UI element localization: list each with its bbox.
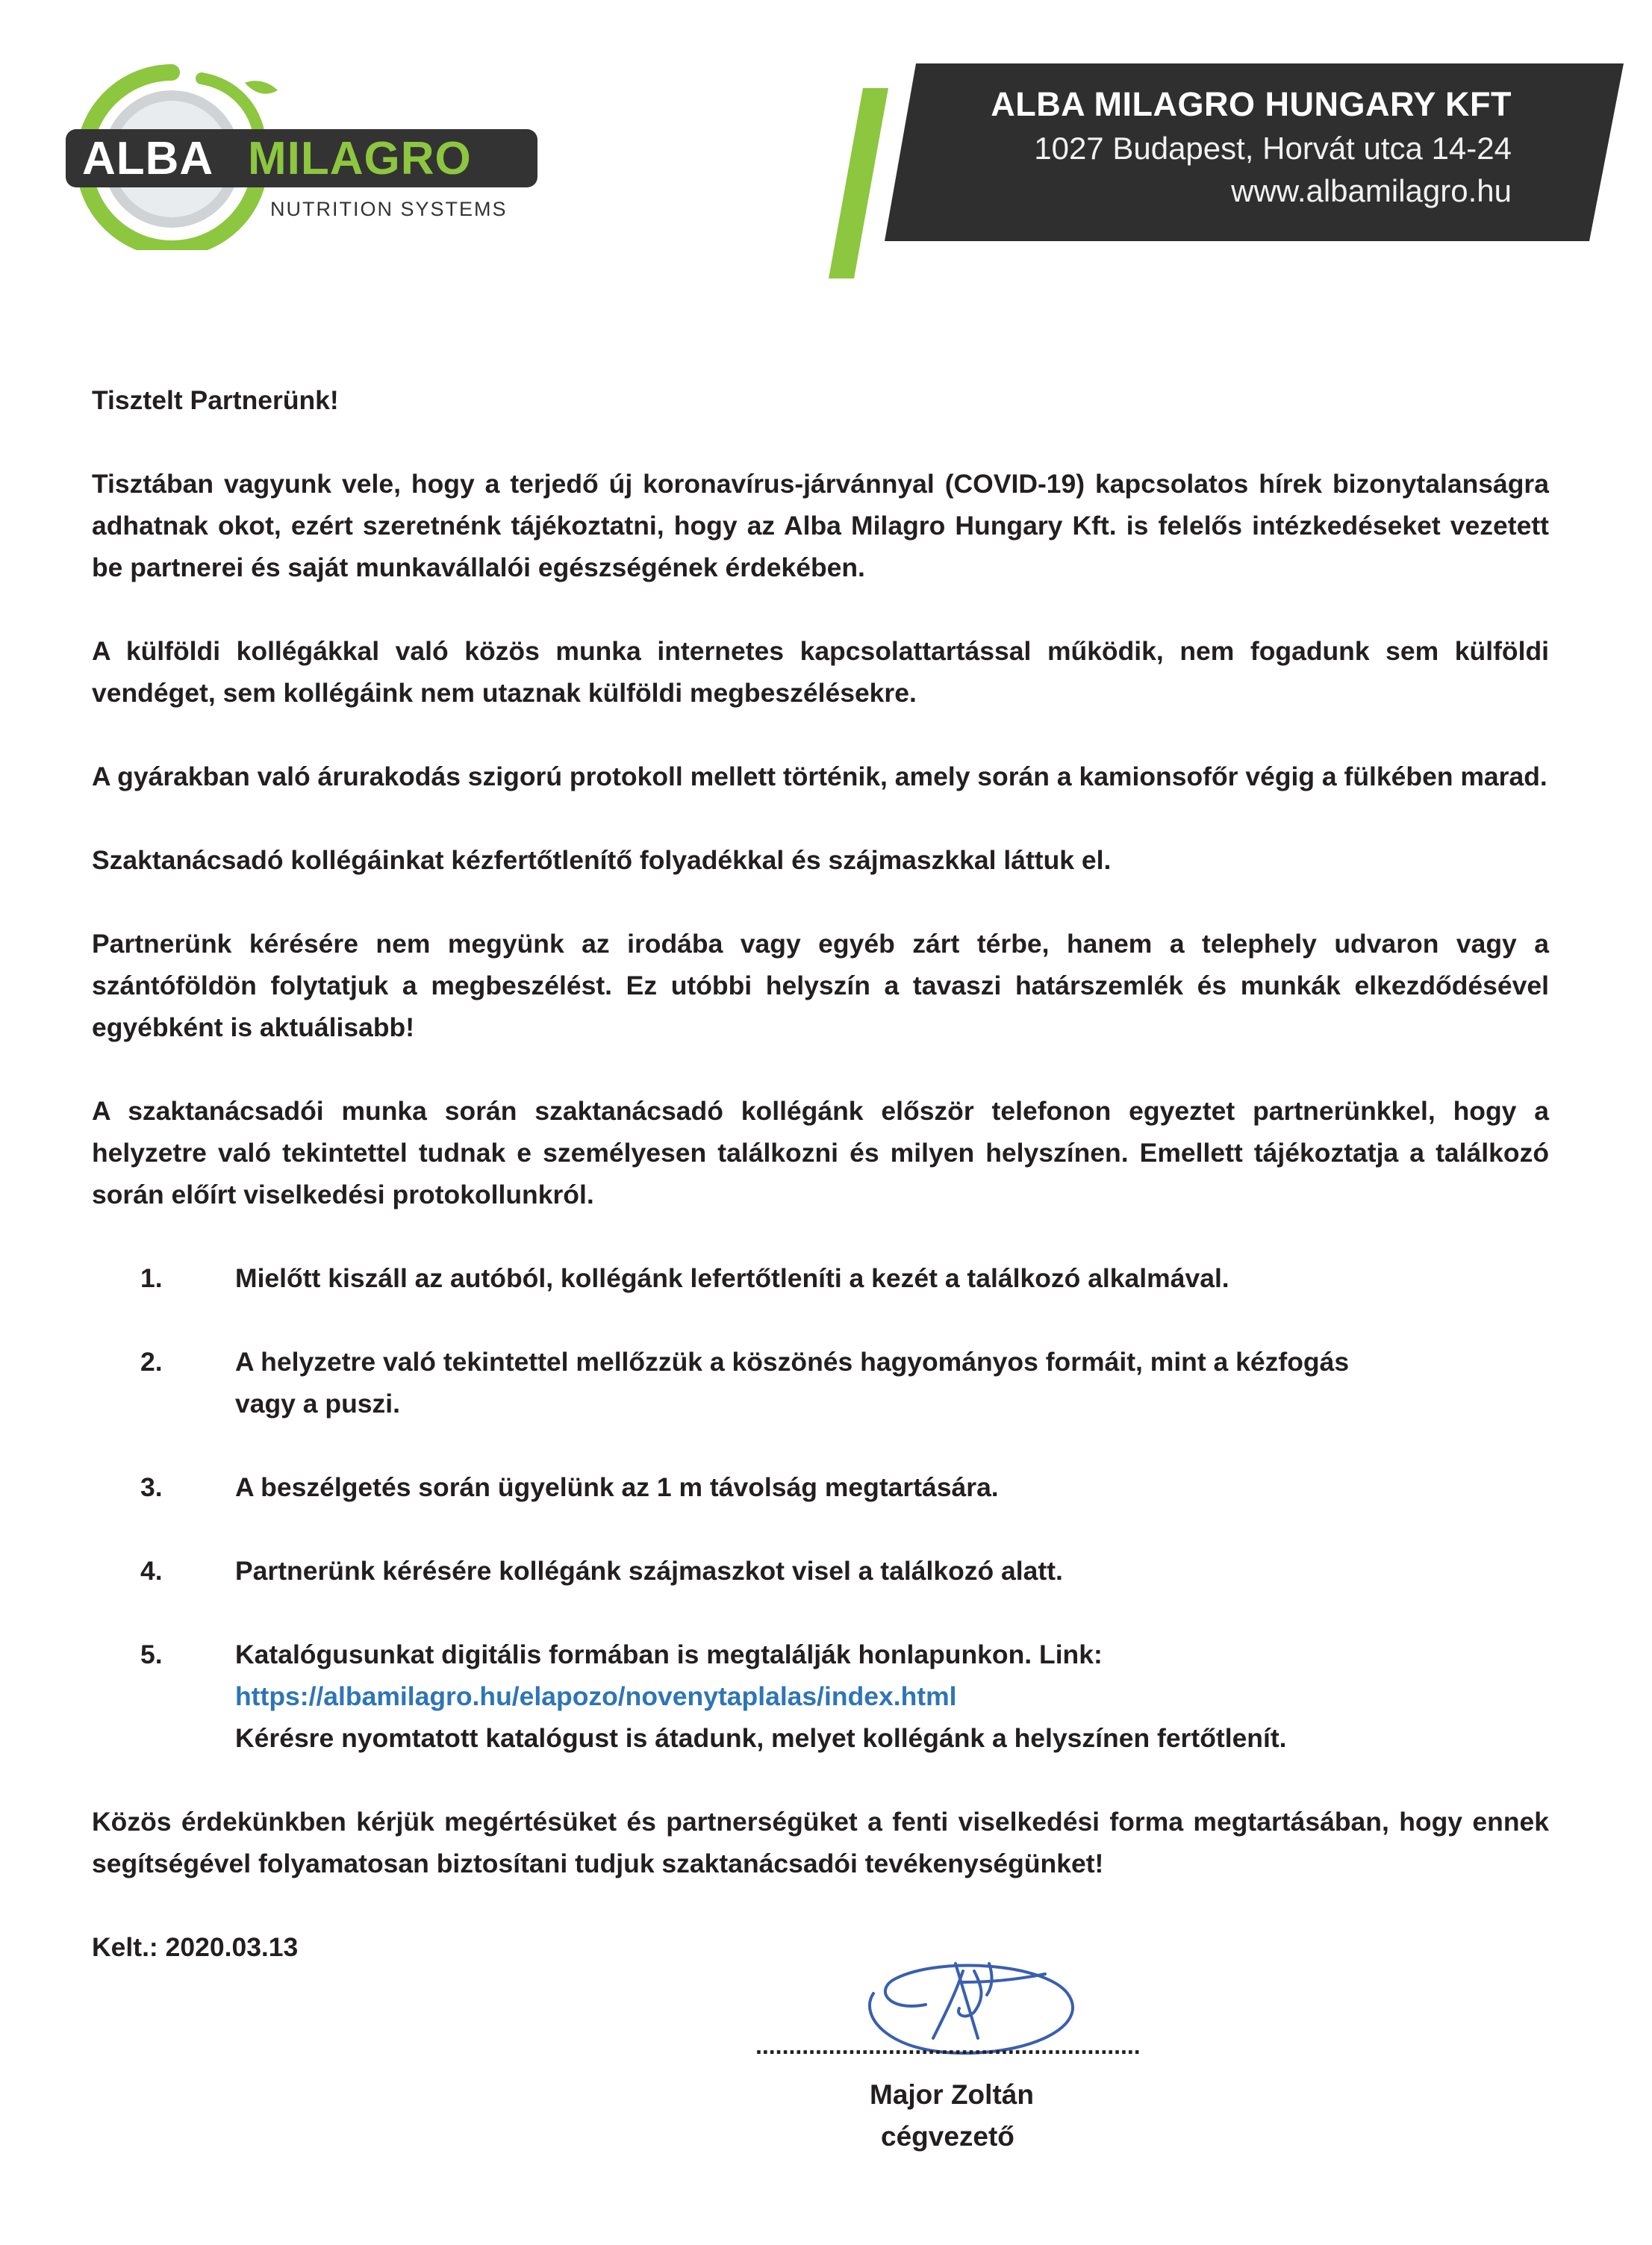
- header-accent-slash: [829, 88, 888, 278]
- closing-paragraph: Közös érdekünkben kérjük megértésüket és partnerségüket a fenti viselkedési forma megtartásában, hogy ennek segítségével folyamatosan biztosítani tudjuk szaktanácsadói tevékenységünket!: [92, 1807, 1549, 1878]
- list-item-text: A beszélgetés során ügyelünk az 1 m távolság megtartására.: [235, 1472, 999, 1502]
- list-item: [92, 1550, 1549, 1592]
- protocol-list: [92, 1257, 1549, 1759]
- logo-wordmark-milagro: MILAGRO: [248, 133, 472, 184]
- signatory-name: Major Zoltán: [870, 2079, 1034, 2110]
- company-logo: [60, 56, 537, 250]
- list-number: 5.: [140, 1640, 163, 1669]
- list-number: 2.: [140, 1347, 163, 1377]
- logo-wordmark-alba: ALBA: [82, 133, 214, 184]
- company-name: ALBA MILAGRO HUNGARY KFT: [991, 85, 1512, 123]
- paragraph: A szaktanácsadói munka során szaktanácsadó kollégánk először telefonon egyeztet partnerünkkel, hogy a helyzetre való tekintettel tudnak e személyesen találkozni és milyen helyszínen. Emellett tájékoztatja a találkozó során előírt viselkedési protokollunkról.: [92, 1096, 1549, 1209]
- salutation: Tisztelt Partnerünk!: [92, 385, 339, 415]
- header-contact: [991, 82, 1512, 212]
- list-item-text: vagy a puszi.: [235, 1389, 400, 1419]
- signatory-role: cégvezető: [881, 2121, 1014, 2152]
- company-website[interactable]: www.albamilagro.hu: [1231, 173, 1512, 208]
- list-item: [92, 1466, 1549, 1508]
- list-item-text: A helyzetre való tekintettel mellőzzük a köszönés hagyományos formáit, mint a kézfogás: [235, 1347, 1350, 1377]
- list-number: 4.: [140, 1556, 163, 1586]
- paragraph: A külföldi kollégákkal való közös munka internetes kapcsolattartással működik, nem fogadunk sem külföldi vendéget, sem kollégáink nem utaznak külföldi megbeszélésekre.: [92, 636, 1549, 708]
- paragraph: Partnerünk kérésére nem megyünk az irodába vagy egyéb zárt térbe, hanem a telephely udvaron vagy a szántóföldön folytatjuk a megbeszélést. Ez utóbbi helyszín a tavaszi határszemlék és munkák elkezdődésével egyébként is aktuálisabb!: [92, 929, 1549, 1042]
- list-item-text: Mielőtt kiszáll az autóból, kollégánk lefertőtleníti a kezét a találkozó alkalmával.: [235, 1263, 1229, 1293]
- list-number: 3.: [140, 1472, 163, 1502]
- list-item-text: Kérésre nyomtatott katalógust is átadunk, melyet kollégánk a helyszínen fertőtlenít.: [235, 1723, 1287, 1753]
- company-address: 1027 Budapest, Horvát utca 14-24: [1034, 131, 1512, 166]
- paragraph: Tisztában vagyunk vele, hogy a terjedő új koronavírus-járvánnyal (COVID-19) kapcsolatos hírek bizonytalanságra adhatnak okot, ezért szeretnénk tájékoztatni, hogy az Alba Milagro Hungary Kft. is felelős intézkedéseket vezetett be partnerei és saját munkavállalói egészségének érdekében.: [92, 469, 1549, 582]
- catalog-link[interactable]: https://albamilagro.hu/elapozo/novenytaplalas/index.html: [235, 1681, 957, 1711]
- signature-line: ..........................................................: [755, 2032, 1141, 2059]
- list-item: [92, 1634, 1549, 1759]
- logo-tagline: NUTRITION SYSTEMS: [270, 198, 508, 220]
- paragraph: Szaktanácsadó kollégáinkat kézfertőtlenítő folyadékkal és szájmaszkkal láttuk el.: [92, 845, 1112, 875]
- paragraph: A gyárakban való árurakodás szigorú protokoll mellett történik, amely során a kamionsofőr végig a fülkében marad.: [92, 762, 1547, 791]
- list-number: 1.: [140, 1263, 163, 1293]
- list-item: [92, 1341, 1549, 1424]
- list-item: [92, 1257, 1549, 1299]
- list-item-text: Partnerünk kérésére kollégánk szájmaszkot visel a találkozó alatt.: [235, 1556, 1063, 1586]
- list-item-text: Katalógusunkat digitális formában is megtalálják honlapunkon. Link:: [235, 1640, 1103, 1669]
- letter-body: [92, 379, 1549, 1968]
- date-line: Kelt.: 2020.03.13: [92, 1932, 299, 1962]
